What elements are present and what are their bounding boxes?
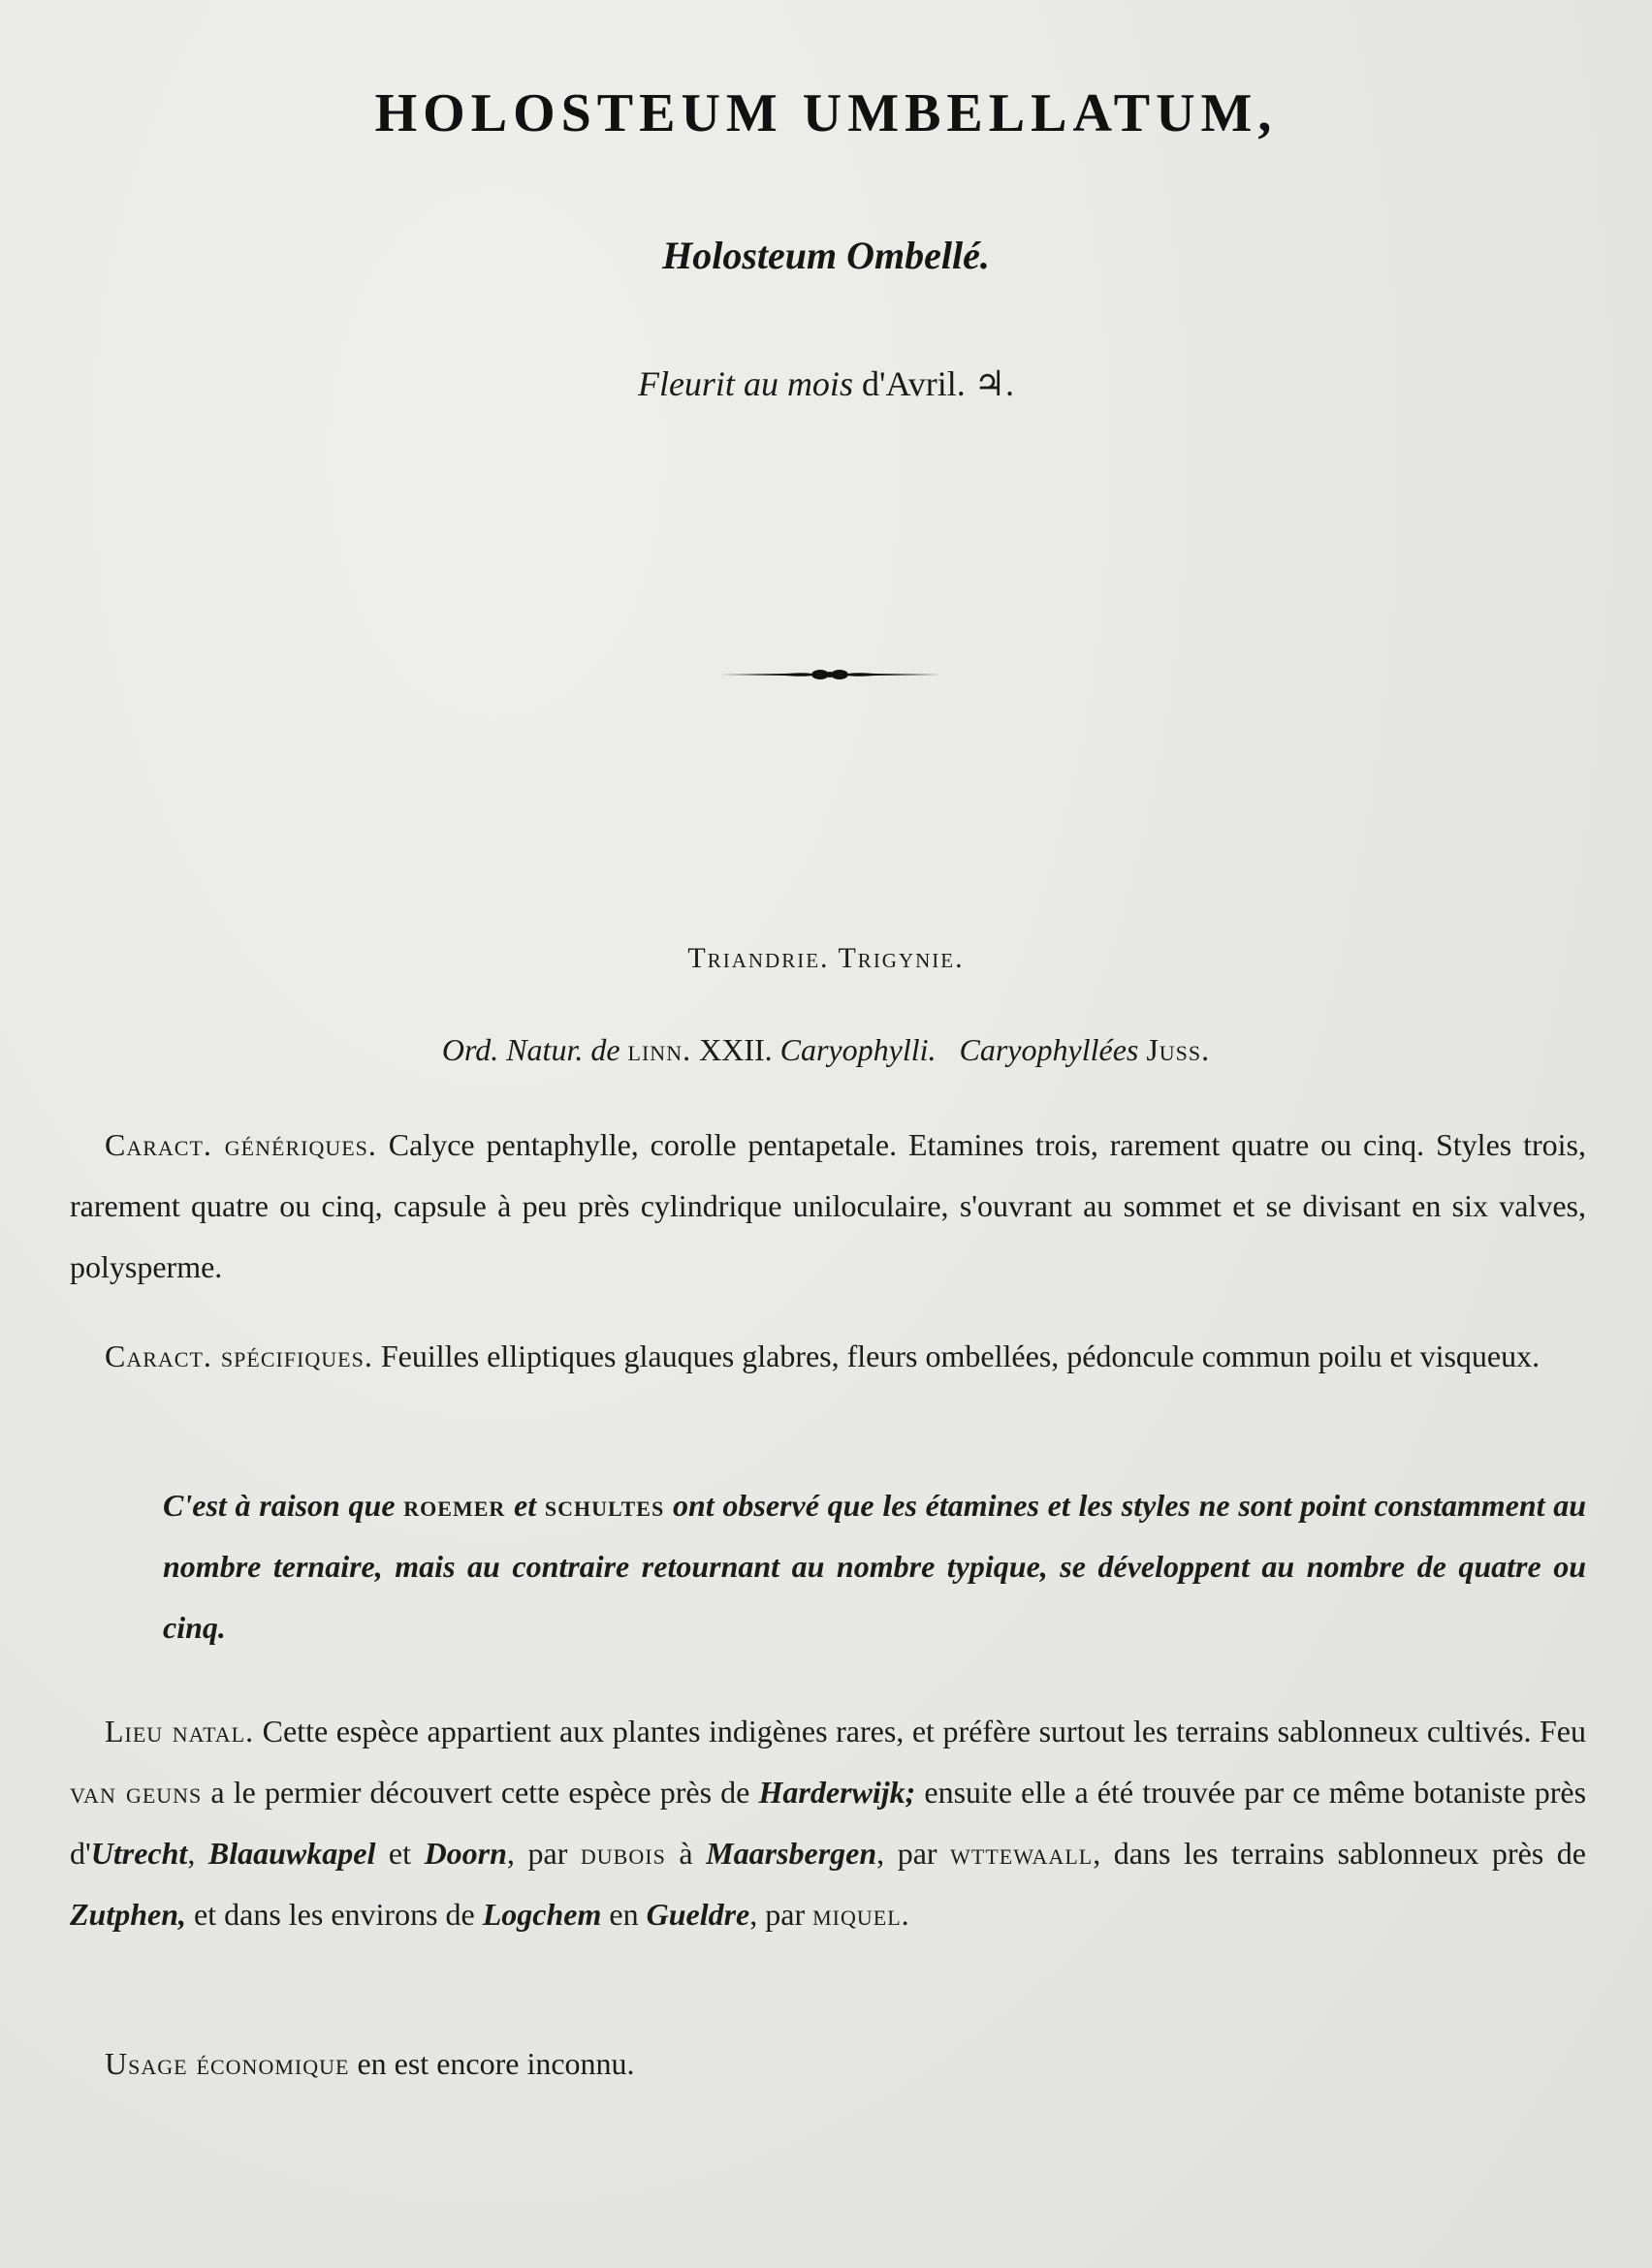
habitat-text-7: à <box>679 1836 693 1871</box>
habitat-text-1: Cette espèce appartient aux plantes indigènes rares, et préfère surtout les terrains sablonneux cultivés. Feu <box>262 1714 1587 1748</box>
generic-text: Calyce pentaphylle, corolle pentapetale. Etamines trois, rarement quatre ou cinq. Styles trois, rarement quatre ou cinq, capsule à peu près cylindrique uniloculaire, s'ouvrant au sommet et se divisant en six valves, polysperme. <box>70 1127 1586 1284</box>
habitat-text-6: , par <box>506 1836 568 1871</box>
person-van-geuns: van geuns <box>70 1775 203 1810</box>
page-title: HOLOSTEUM UMBELLATUM, <box>374 83 1278 143</box>
french-name: Holosteum Ombellé. <box>662 234 990 277</box>
person-dubois: dubois <box>580 1836 666 1871</box>
habitat-text-10: et dans les environs de <box>194 1897 475 1932</box>
order-label: Ord. Natur. de <box>441 1032 620 1067</box>
place-logchem: Logchem <box>482 1897 602 1932</box>
habitat-text-5: et <box>388 1836 411 1871</box>
natural-order-line <box>0 1032 1652 1068</box>
person-miquel: miquel. <box>812 1897 910 1932</box>
note-author-schultes: schultes <box>544 1488 665 1523</box>
order-juss: Juss. <box>1146 1032 1211 1067</box>
ornament-divider <box>717 659 942 690</box>
habitat-text-2: a le permier découvert cette espèce près de <box>210 1775 750 1810</box>
order-latin: Caryophylli. <box>779 1032 937 1067</box>
place-doorn: Doorn <box>424 1836 507 1871</box>
flowering-line <box>0 363 1652 404</box>
perennial-symbol: ♃. <box>973 364 1015 403</box>
place-zutphen: Zutphen, <box>70 1897 187 1932</box>
note-text-1: C'est à raison que <box>163 1488 396 1523</box>
habitat-text-9: , dans les terrains sablonneux près de <box>1093 1836 1586 1871</box>
generic-label: Caract. génériques. <box>105 1127 377 1162</box>
usage-paragraph <box>70 2033 1586 2095</box>
place-harderwijk: Harderwijk; <box>758 1775 916 1810</box>
person-wttewaall: wttewaall <box>950 1836 1094 1871</box>
place-gueldre: Gueldre <box>646 1897 750 1932</box>
specific-text: Feuilles elliptiques glauques glabres, fleurs ombellées, pédoncule commun poilu et visqueux. <box>380 1339 1541 1373</box>
specific-label: Caract. spécifiques. <box>105 1339 373 1373</box>
order-french: Caryophyllées <box>959 1032 1139 1067</box>
place-blaauwkapel: Blaauwkapel <box>207 1836 376 1871</box>
place-maarsbergen: Maarsbergen <box>706 1836 877 1871</box>
habitat-text-8: , par <box>876 1836 937 1871</box>
flowering-italic: Fleurit au mois <box>637 364 853 403</box>
order-linn: linn. <box>627 1032 692 1067</box>
usage-label: Usage économique <box>105 2046 350 2081</box>
habitat-text-11: en <box>609 1897 639 1932</box>
specific-characters <box>70 1326 1586 1387</box>
habitat-text-3: ensuite elle a été trouvée par ce même botaniste près d' <box>70 1775 1587 1871</box>
note-text-3: ont observé que les étamines et les styles ne sont point constamment au nombre ternaire, mais au contraire retournant au nombre typique, se développent au nombre de quatre ou cinq. <box>163 1488 1587 1645</box>
generic-characters <box>70 1115 1586 1298</box>
linnaean-class: Triandrie. Trigynie. <box>687 942 965 974</box>
flowering-month: d'Avril. <box>861 364 966 403</box>
habitat-label: Lieu natal. <box>105 1714 255 1748</box>
habitat-text-12: , par <box>749 1897 806 1932</box>
usage-text: en est encore inconnu. <box>357 2046 635 2081</box>
note-text-2: et <box>514 1488 537 1523</box>
place-utrecht: Utrecht <box>90 1836 188 1871</box>
note-author-roemer: roemer <box>403 1488 506 1523</box>
habitat-paragraph <box>70 1701 1586 1945</box>
order-number: XXII. <box>699 1032 773 1067</box>
habitat-text-4: , <box>187 1836 196 1871</box>
note-paragraph <box>163 1475 1586 1658</box>
